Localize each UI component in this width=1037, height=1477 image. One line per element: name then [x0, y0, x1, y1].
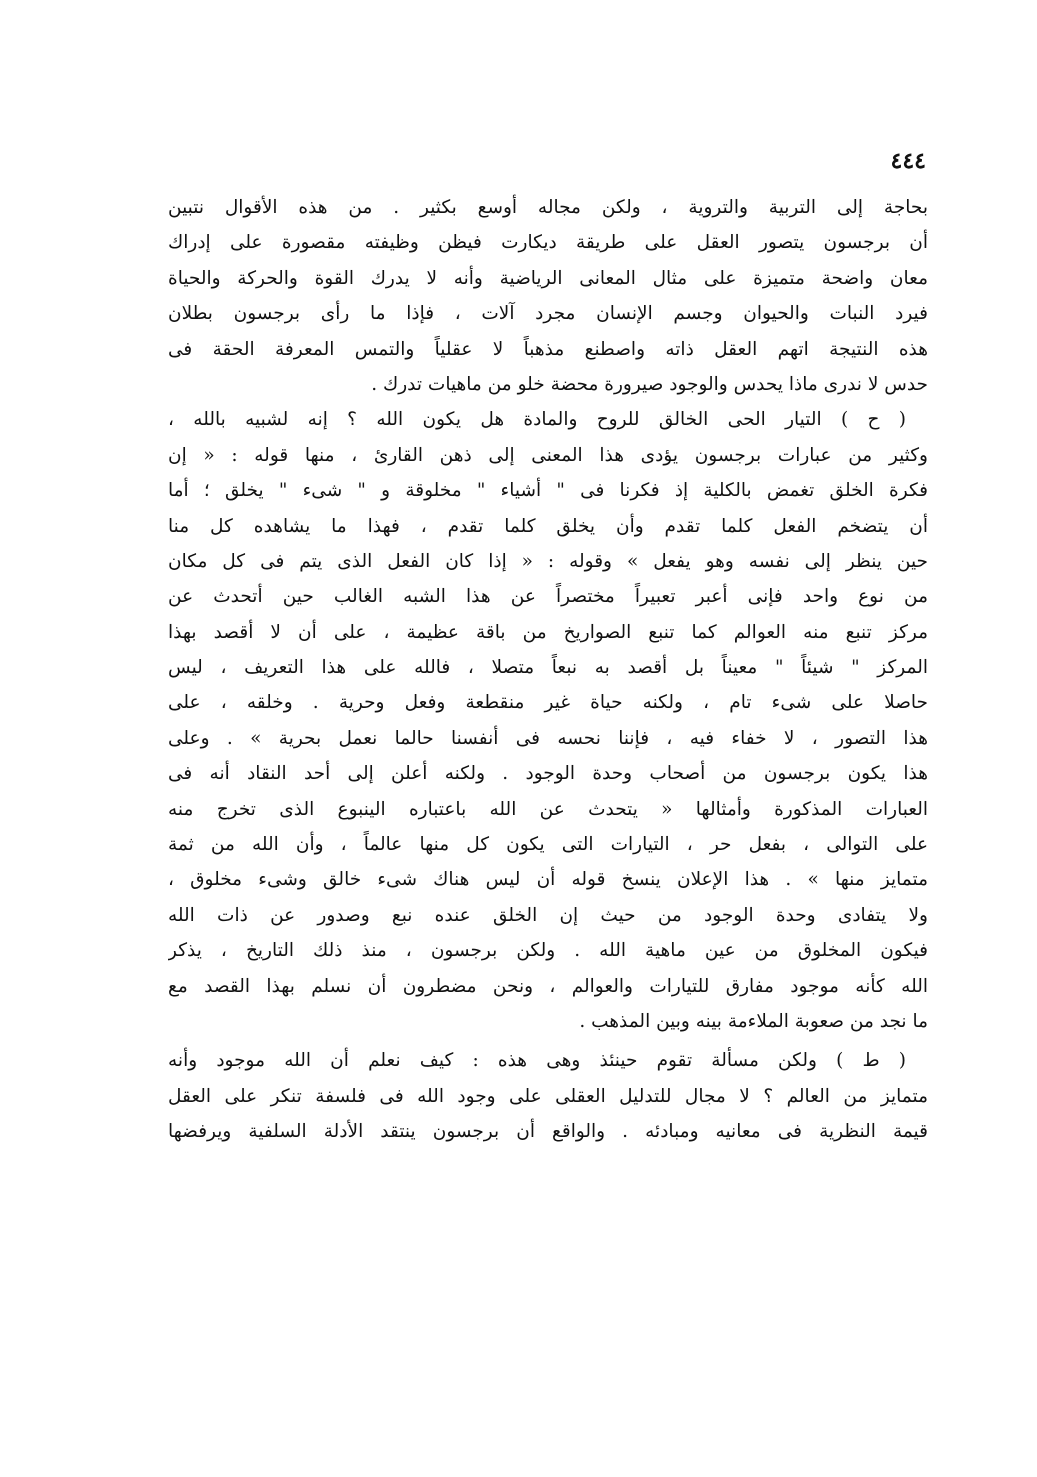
- text-line: فكرة الخلق تغمض بالكلية إذ فكرنا فى " أشياء " مخلوقة و " شىء " يخلق ؛ أما: [168, 480, 928, 502]
- paragraph-start-line: ( ط ) ولكن مسألة تقوم حينئذ وهى هذه : كيف نعلم أن الله موجود وأنه: [168, 1050, 906, 1072]
- text-line: بحاجة إلى التربية والتروية ، ولكن مجاله أوسع بكثير . من هذه الأقوال نتبين: [168, 197, 928, 218]
- text-line: متمايز منها » . هذا الإعلان ينسخ قوله أن ليس هناك شىء خالق وشىء مخلوق ،: [168, 869, 928, 891]
- text-line: أن يتضخم الفعل كلما تقدم وأن يخلق كلما تقدم ، فهذا ما يشاهده كل منا: [168, 515, 928, 537]
- text-line: معان واضحة متميزة على مثال المعانى الرياضية وأنه لا يدرك القوة والحركة والحياة: [168, 267, 928, 289]
- text-line: فيرد النبات والحيوان وجسم الإنسان مجرد آلات ، فإذا ما رأى برجسون بطلان: [168, 303, 928, 325]
- text-line: من نوع واحد فإنى أعبر تعبيراً مختصراً عن هذا الشبه الغالب حين أتحدث عن: [168, 586, 928, 608]
- text-line: حين ينظر إلى نفسه وهو يفعل » وقوله : « إذا كان الفعل الذى يتم فى كل مكان: [168, 550, 928, 572]
- text-line: المركز " شيئاً " معيناً بل أقصد به نبعاً متصلا ، فالله على هذا التعريف ، ليس: [168, 657, 928, 679]
- body-text: [168, 190, 928, 1150]
- text-line: متمايز من العالم ؟ لا مجال للتدليل العقلى على وجود الله فى فلسفة تنكر على العقل: [168, 1085, 928, 1107]
- paragraph-start-line: ( ح ) التيار الحى الخالق للروح والمادة هل يكون الله ؟ إنه لشبيه بالله ،: [168, 409, 906, 431]
- text-line: حاصلا على شىء تام ، ولكنه حياة غير منقطعة وفعل وحرية . وخلقه ، على: [168, 692, 928, 714]
- text-line: هذه النتيجة اتهم العقل ذاته واصطنع مذهباً لا عقلياً والتمس المعرفة الحقة فى: [168, 338, 928, 360]
- text-line: هذا يكون برجسون من أصحاب وحدة الوجود . ولكنه أعلن إلى أحد النقاد أنه فى: [168, 763, 928, 785]
- text-line: حدس لا ندرى ماذا يحدس والوجود صيرورة محضة خلو من ماهيات تدرك .: [371, 373, 928, 395]
- text-line: الله كأنه موجود مفارق للتيارات والعوالم ، ونحن مضطرون أن نسلم بهذا القصد مع: [168, 975, 928, 997]
- text-line: مركز تنبع منه العوالم كما تنبع الصواريخ من باقة عظيمة ، على أن لا أقصد بهذا: [168, 621, 928, 643]
- text-line: هذا التصور ، لا خفاء فيه ، فإننا نحسه فى أنفسنا حالما نعمل بحرية » . وعلى: [168, 727, 928, 749]
- text-line: قيمة النظرية فى معانيه ومبادئه . والواقع أن برجسون ينتقد الأدلة السلفية ويرفضها: [168, 1121, 928, 1143]
- text-line: وكثير من عبارات برجسون يؤدى هذا المعنى إلى ذهن القارئ ، منها قوله : « إن: [168, 444, 928, 466]
- text-line: ما نجد من صعوبة الملاءمة بينه وبين المذهب .: [579, 1010, 928, 1032]
- text-line: العبارات المذكورة وأمثالها « يتحدث عن الله باعتباره الينبوع الذى تخرج منه: [168, 798, 928, 820]
- text-line: على التوالى ، بفعل حر ، التيارات التى يكون كل منها عالماً ، وأن الله من ثمة: [168, 834, 928, 856]
- text-line: فيكون المخلوق من عين ماهية الله . ولكن برجسون ، منذ ذلك التاريخ ، يذكر: [168, 940, 928, 962]
- text-line: ولا يتفادى وحدة الوجود من حيث إن الخلق عنده نبع وصدور عن ذات الله: [168, 904, 928, 926]
- page-number: ٤٤٤: [890, 148, 926, 174]
- text-line: أن برجسون يتصور العقل على طريقة ديكارت فيظن وظيفته مقصورة على إدراك: [168, 232, 928, 254]
